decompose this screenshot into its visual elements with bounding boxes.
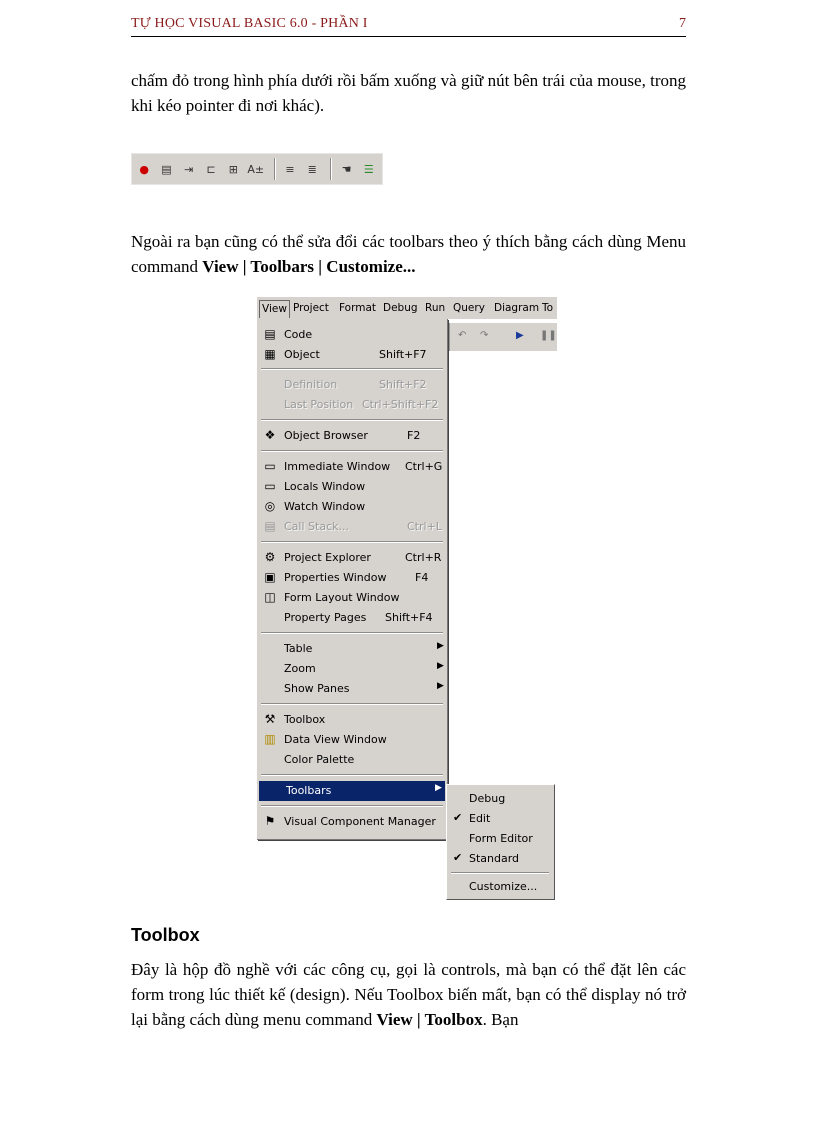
menu-item-visual-component-manager[interactable]: ⚑ Visual Component Manager: [264, 814, 436, 828]
menu-item-object[interactable]: ▦ Object Shift+F7: [264, 347, 427, 361]
menu-bar: [257, 297, 557, 319]
section-heading: Toolbox: [131, 925, 200, 945]
call-stack-icon: ▤: [264, 519, 276, 533]
menu-item-data-view-window[interactable]: ▥ Data View Window: [264, 732, 387, 746]
standard-toolbar: [449, 323, 557, 351]
submenu-item-debug[interactable]: Debug: [469, 792, 506, 805]
menu-item-toolbars[interactable]: Toolbars ▶: [259, 781, 445, 801]
form-layout-icon: ◫: [264, 590, 276, 604]
menu-project[interactable]: Project: [293, 302, 329, 314]
menu-item-form-layout-window[interactable]: ◫ Form Layout Window: [264, 590, 400, 604]
submenu-arrow-icon: ▶: [437, 641, 444, 651]
pause-icon[interactable]: ❚❚: [540, 330, 557, 341]
menu-item-definition: Definition Shift+F2: [284, 378, 427, 391]
uncomment-block-icon: ≣: [307, 162, 317, 176]
view-menu-dropdown: [257, 319, 448, 840]
menu-item-table[interactable]: Table ▶: [284, 641, 444, 655]
properties-window-icon: ▣: [264, 570, 276, 584]
project-explorer-icon: ⚙: [264, 550, 276, 564]
menu-tools[interactable]: To: [542, 302, 554, 314]
paragraph-2-command: View | Toolbars | Customize...: [202, 257, 416, 276]
immediate-window-icon: ▭: [264, 459, 276, 473]
vb-view-menu-screenshot: [257, 297, 557, 901]
menu-query[interactable]: Query: [453, 302, 485, 314]
menu-item-object-browser[interactable]: ❖ Object Browser F2: [264, 428, 421, 442]
menu-debug[interactable]: Debug: [383, 302, 418, 314]
menu-item-immediate-window[interactable]: ▭ Immediate Window Ctrl+G: [264, 459, 443, 473]
page-header: [131, 14, 686, 37]
submenu-arrow-icon: ▶: [437, 661, 444, 671]
menu-format[interactable]: Format: [339, 302, 377, 314]
menu-item-call-stack: ▤ Call Stack... Ctrl+L: [264, 519, 442, 533]
menu-diagram[interactable]: Diagram: [494, 302, 540, 314]
toolbar-strip-image: [131, 153, 383, 185]
paragraph-1: chấm đỏ trong hình phía dưới rồi bấm xuống và giữ nút bên trái của mouse, trong khi kéo pointer đi nơi khác).: [131, 71, 686, 115]
menu-item-project-explorer[interactable]: ⚙ Project Explorer Ctrl+R: [264, 550, 442, 564]
toolbox-icon: ⚒: [264, 712, 276, 726]
locals-window-icon: ▭: [264, 479, 276, 493]
paragraph-3-command: View | Toolbox: [376, 1010, 483, 1029]
submenu-item-customize[interactable]: Customize...: [469, 880, 538, 893]
component-manager-icon: ⚑: [264, 814, 276, 828]
redo-icon[interactable]: ↷: [480, 330, 489, 341]
page-number: 7: [679, 16, 686, 31]
submenu-item-edit[interactable]: ✔ Edit: [453, 811, 491, 825]
checkmark-icon: ✔: [453, 811, 463, 824]
watch-window-icon: ◎: [264, 499, 276, 513]
paragraph-3-tail: . Bạn: [482, 1010, 519, 1029]
drag-handle-icon: ●: [139, 162, 149, 176]
checkmark-icon: ✔: [453, 851, 463, 864]
undo-icon[interactable]: ↶: [458, 330, 467, 341]
data-view-icon: ▥: [264, 732, 276, 746]
hand-icon: ☚: [341, 162, 352, 176]
object-browser-icon: ❖: [264, 428, 276, 442]
toolbars-submenu: [446, 784, 555, 900]
menu-view[interactable]: View: [259, 300, 290, 318]
run-icon[interactable]: ▶: [516, 330, 524, 341]
menu-item-properties-window[interactable]: ▣ Properties Window F4: [264, 570, 429, 584]
menu-item-locals-window[interactable]: ▭ Locals Window: [264, 479, 366, 493]
menu-item-last-position: Last Position Ctrl+Shift+F2: [284, 398, 439, 411]
submenu-item-standard[interactable]: ✔ Standard: [453, 851, 520, 865]
menu-item-zoom[interactable]: Zoom ▶: [284, 661, 444, 675]
paragraph-3-text: Đây là hộp đồ nghề với các công cụ, gọi là controls, mà bạn có thể đặt lên các form trong lúc thiết kế (design). Nếu Toolbox biến mất, bạn có thể display nó trở lại bằng cách dùng menu command: [131, 960, 686, 1029]
submenu-item-form-editor[interactable]: Form Editor: [469, 832, 533, 845]
object-icon: ▦: [264, 347, 276, 361]
menu-item-show-panes[interactable]: Show Panes ▶: [284, 681, 444, 695]
paragraph-2: [131, 229, 686, 279]
align-icon: ⊏: [206, 162, 216, 176]
submenu-arrow-icon: ▶: [435, 783, 442, 793]
list-icon: ▤: [161, 162, 172, 176]
menu-item-color-palette[interactable]: Color Palette: [284, 753, 355, 766]
indent-icon: ⇥: [184, 162, 194, 176]
menu-item-watch-window[interactable]: ◎ Watch Window: [264, 499, 366, 513]
quick-info-icon: ⊞: [228, 162, 239, 176]
paragraph-3: [131, 957, 686, 1032]
paragraph-2-text: Ngoài ra bạn cũng có thể sửa đổi các toolbars theo ý thích bằng cách dùng Menu command: [131, 232, 686, 276]
menu-item-code[interactable]: ▤ Code: [264, 327, 313, 341]
word-icon: A±: [247, 162, 265, 176]
menu-item-toolbox[interactable]: ⚒ Toolbox: [264, 712, 326, 726]
code-icon: ▤: [264, 327, 276, 341]
comment-block-icon: ≡: [285, 162, 295, 176]
submenu-arrow-icon: ▶: [437, 681, 444, 691]
menu-item-property-pages[interactable]: Property Pages Shift+F4: [284, 611, 433, 624]
bookmark-icon: ☰: [363, 162, 374, 176]
menu-run[interactable]: Run: [425, 302, 446, 314]
header-title: TỰ HỌC VISUAL BASIC 6.0 - PHẦN I: [131, 16, 368, 31]
